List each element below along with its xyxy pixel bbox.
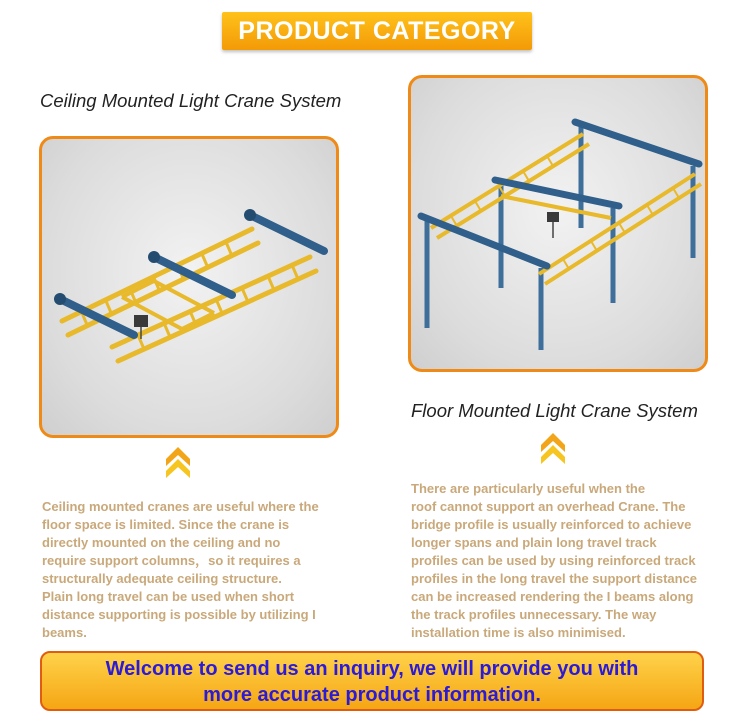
- description-line: There are particularly useful when the: [411, 481, 646, 496]
- floor-crane-description: [411, 480, 741, 642]
- description-line: can be increased rendering the I beams along: [411, 589, 694, 604]
- description-line: roof cannot support an overhead Crane. The: [411, 499, 686, 514]
- inquiry-banner[interactable]: [40, 651, 704, 711]
- description-line: structurally adequate ceiling structure.: [42, 571, 282, 586]
- ceiling-crane-caption: Ceiling Mounted Light Crane System: [40, 90, 342, 111]
- ceiling-crane-illustration: [42, 139, 336, 435]
- description-line: Plain long travel can be used when short: [42, 589, 295, 604]
- description-line: profiles in the long travel the support distance: [411, 571, 698, 586]
- ceiling-crane-image: [39, 136, 339, 438]
- floor-crane-caption: Floor Mounted Light Crane System: [411, 400, 698, 421]
- description-line: bridge profile is usually reinforced to achieve: [411, 517, 692, 532]
- up-chevron-icon: [166, 447, 190, 481]
- description-line: distance supporting is possible by utilizing I: [42, 607, 316, 622]
- description-line: Ceiling mounted cranes are useful where the: [42, 499, 319, 514]
- inquiry-banner-line2: more accurate product information.: [203, 684, 541, 706]
- description-line: profiles can be used by using reinforced track: [411, 553, 696, 568]
- description-line: require support columns，so it requires a: [42, 553, 301, 568]
- description-line: installation time is also minimised.: [411, 625, 626, 640]
- description-line: floor space is limited. Since the crane is: [42, 517, 290, 532]
- ceiling-crane-description: [42, 498, 362, 642]
- description-line: longer spans and plain long travel track: [411, 535, 657, 550]
- description-line: the track profiles unnecessary. The way: [411, 607, 657, 622]
- up-chevron-icon: [541, 433, 565, 467]
- page-title: PRODUCT CATEGORY: [222, 12, 532, 50]
- floor-crane-illustration: [411, 78, 705, 369]
- description-line: directly mounted on the ceiling and no: [42, 535, 281, 550]
- floor-crane-image: [408, 75, 708, 372]
- inquiry-banner-line1: Welcome to send us an inquiry, we will provide you with: [105, 658, 639, 680]
- description-line: beams.: [42, 625, 87, 640]
